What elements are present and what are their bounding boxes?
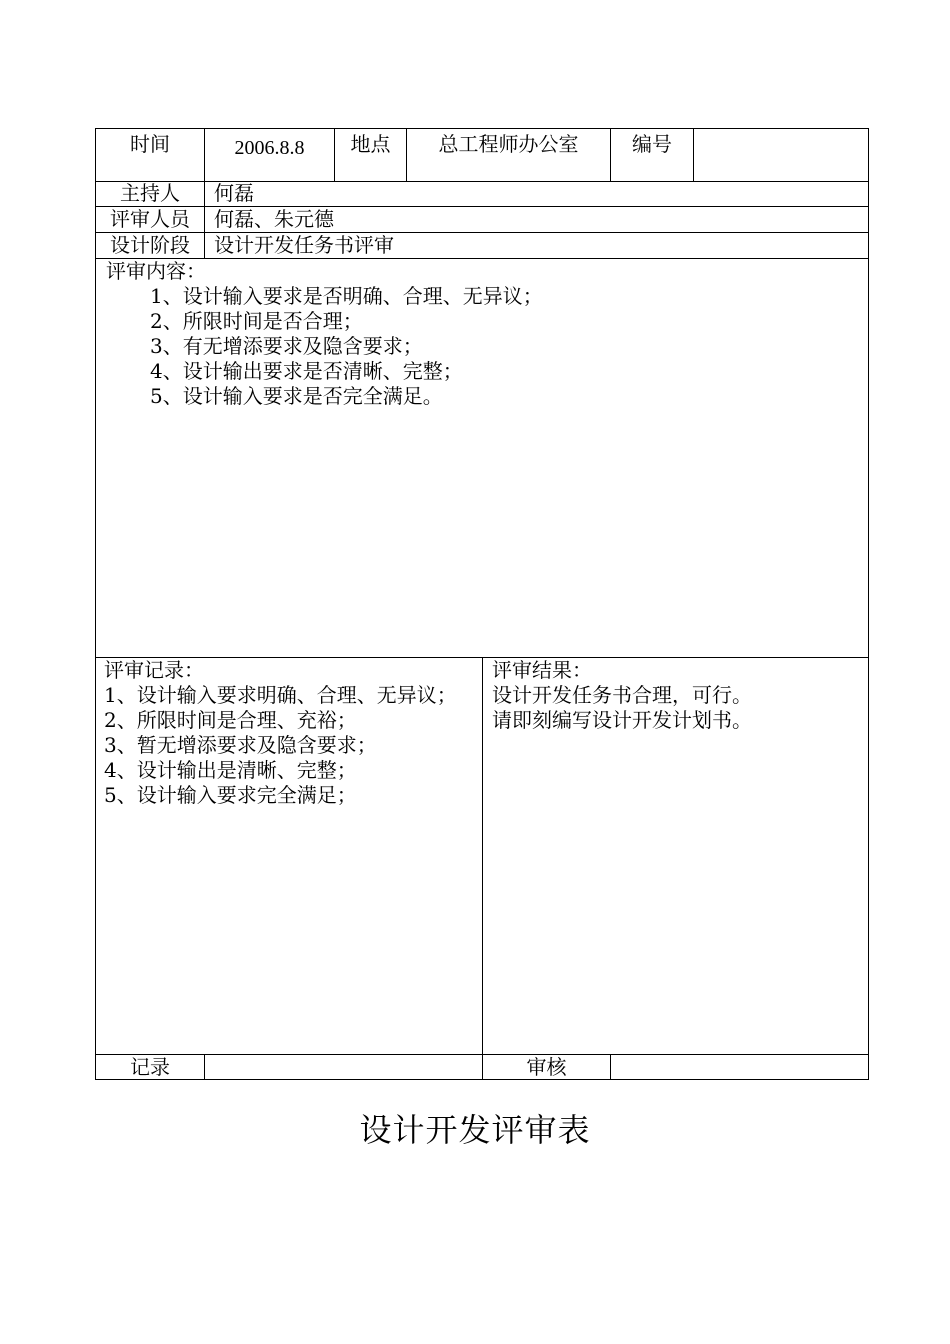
review-record-item: 4、设计输出是清晰、完整； xyxy=(104,758,357,782)
reviewers-value: 何磊、朱元德 xyxy=(214,207,334,231)
column-divider xyxy=(482,657,483,1080)
time-label: 时间 xyxy=(130,132,170,156)
review-content-item: 3、有无增添要求及隐含要求； xyxy=(150,334,423,358)
review-record-section xyxy=(104,658,457,808)
review-record-item: 1、设计输入要求明确、合理、无异议； xyxy=(104,683,457,707)
place-value: 总工程师办公室 xyxy=(438,132,579,156)
review-result-line: 设计开发任务书合理，可行。 xyxy=(492,683,752,707)
time-value: 2006.8.8 xyxy=(234,137,305,159)
review-record-item: 2、所限时间是合理、充裕； xyxy=(104,708,357,732)
row-divider xyxy=(96,181,868,182)
review-content-item: 1、设计输入要求是否明确、合理、无异议； xyxy=(150,284,543,308)
review-record-item: 5、设计输入要求完全满足； xyxy=(104,783,357,807)
review-content-item: 5、设计输入要求是否完全满足。 xyxy=(150,384,443,408)
host-label: 主持人 xyxy=(120,181,180,205)
place-label: 地点 xyxy=(350,132,391,156)
review-form-table xyxy=(95,128,869,1080)
auditor-label: 审核 xyxy=(526,1055,567,1079)
column-divider xyxy=(204,181,205,258)
column-divider xyxy=(610,1054,611,1080)
review-content-item: 4、设计输出要求是否清晰、完整； xyxy=(150,359,463,383)
review-result-section xyxy=(492,658,752,733)
recorder-label: 记录 xyxy=(130,1055,170,1079)
review-content-heading: 评审内容： xyxy=(106,259,206,283)
column-divider xyxy=(693,129,694,181)
column-divider xyxy=(204,1054,205,1080)
document-title: 设计开发评审表 xyxy=(359,1111,591,1149)
review-record-item: 3、暂无增添要求及隐含要求； xyxy=(104,733,377,757)
number-label: 编号 xyxy=(632,132,672,156)
review-result-heading: 评审结果： xyxy=(492,658,592,682)
reviewers-label: 评审人员 xyxy=(110,207,190,231)
review-record-heading: 评审记录： xyxy=(104,658,204,682)
host-value: 何磊 xyxy=(214,181,254,205)
stage-label: 设计阶段 xyxy=(110,233,190,257)
stage-value: 设计开发任务书评审 xyxy=(214,233,394,257)
row-divider xyxy=(96,232,868,233)
review-result-line: 请即刻编写设计开发计划书。 xyxy=(492,708,752,732)
review-content-section xyxy=(106,259,543,409)
review-content-item: 2、所限时间是否合理； xyxy=(150,309,363,333)
row-divider xyxy=(96,206,868,207)
